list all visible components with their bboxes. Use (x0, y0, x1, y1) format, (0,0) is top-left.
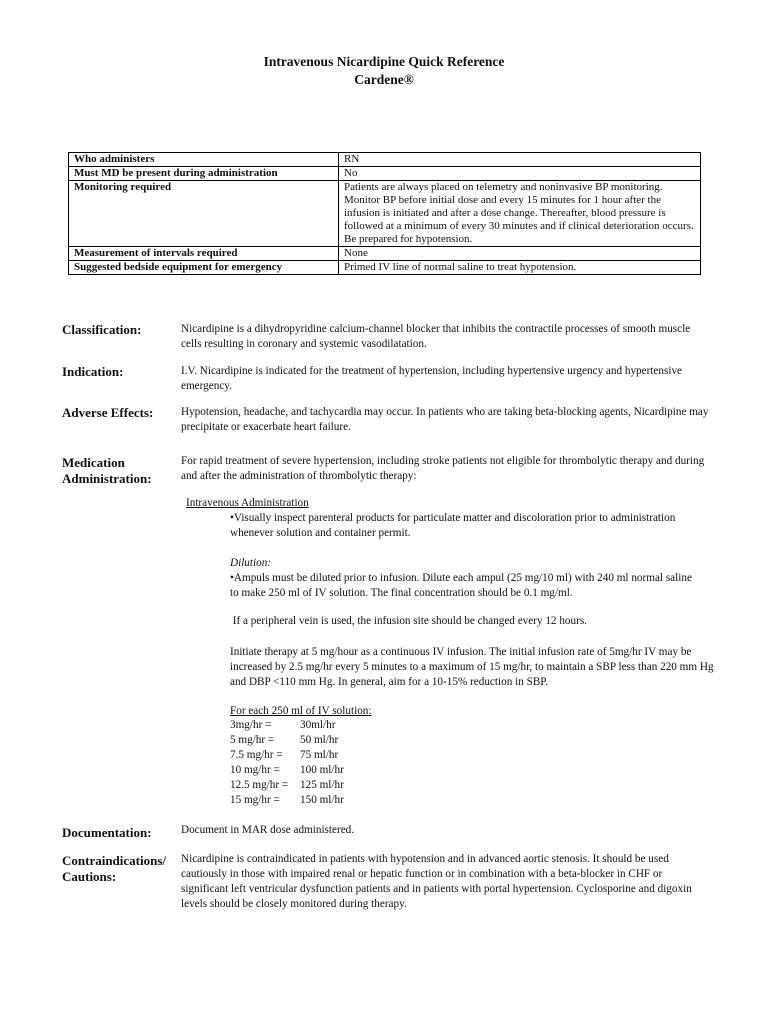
indication-text: I.V. Nicardipine is indicated for the treatment of hypertension, including hypertensive urgency and hypertensive emergency. (181, 365, 683, 392)
rate-value: 100 ml/hr (300, 764, 344, 776)
documentation-label: Documentation: (62, 825, 152, 840)
table-answer (339, 181, 701, 247)
contraindications-label-line-2: Cautions: (62, 869, 117, 884)
inspect-text: •Visually inspect parenteral products for particulate matter and discoloration prior to administration whenever solution and container permit. (230, 512, 676, 539)
rate-dose: 3mg/hr = (230, 719, 272, 731)
document-title: Intravenous Nicardipine Quick Reference (263, 54, 505, 69)
list-item (230, 733, 344, 748)
list-item (230, 718, 344, 733)
table-row (69, 261, 701, 275)
medication-label-line-2: Administration: (62, 471, 152, 486)
table-answer: No (339, 167, 701, 181)
medication-label (62, 455, 177, 487)
classification-text: Nicardipine is a dihydropyridine calcium-channel blocker that inhibits the contractile processes of smooth muscle cells resulting in coronary and systemic vasodilatation. (181, 323, 691, 350)
table-question: Who administers (69, 153, 339, 167)
table-question: Monitoring required (69, 181, 339, 247)
table-question: Measurement of intervals required (69, 247, 339, 261)
initiate-text: Initiate therapy at 5 mg/hour as a continuous IV infusion. The initial infusion rate of 5mg/hr IV may be increased by 2.5 mg/hr every 5 minutes to a maximum of 15 mg/hr, to maintain a SBP less than 220 mm Hg and DBP <110 mm Hg. In general, aim for a 10-15% reduction in SBP. (230, 646, 714, 688)
rate-value: 150 ml/hr (300, 794, 344, 806)
rate-dose: 10 mg/hr = (230, 764, 280, 776)
list-item (230, 778, 344, 793)
document-subtitle: Cardene® (354, 72, 414, 87)
list-item (230, 763, 344, 778)
table-row (69, 247, 701, 261)
table-row (69, 181, 701, 247)
contraindications-text: Nicardipine is contraindicated in patients with hypotension and in advanced aortic stenosis. It should be used cautiously in those with impaired renal or hepatic function or in combination with a beta-blocker in CHF or significant left ventricular dysfunction patients and in patients with portal hypertension. Cyclosporine and digoxin levels should be closely monitored during therapy. (181, 853, 692, 910)
table-answer: None (339, 247, 701, 261)
dilution-heading: Dilution: (230, 557, 272, 569)
medication-text: For rapid treatment of severe hypertension, including stroke patients not eligible for thrombolytic therapy and during and after the administration of thrombolytic therapy: (181, 455, 705, 482)
medication-label-line-1: Medication (62, 455, 125, 470)
rate-dose: 15 mg/hr = (230, 794, 280, 806)
rate-value: 125 ml/hr (300, 779, 344, 791)
classification-label: Classification: (62, 322, 142, 337)
table-answer: Primed IV line of normal saline to treat hypotension. (339, 261, 701, 275)
rate-value: 75 ml/hr (300, 749, 339, 761)
table-answer: RN (339, 153, 701, 167)
iv-administration-heading: Intravenous Administration (186, 497, 309, 509)
table-question: Suggested bedside equipment for emergency (69, 261, 339, 275)
rate-dose: 5 mg/hr = (230, 734, 275, 746)
contraindications-label (62, 853, 182, 885)
rate-value: 50 ml/hr (300, 734, 339, 746)
documentation-text: Document in MAR dose administered. (181, 824, 355, 836)
info-table (68, 152, 701, 275)
adverse-effects-label: Adverse Effects: (62, 405, 154, 420)
indication-label: Indication: (62, 364, 124, 379)
dilution-text: •Ampuls must be diluted prior to infusion. Dilute each ampul (25 mg/10 ml) with 240 ml normal saline to make 250 ml of IV solution. The final concentration should be 0.1 mg/ml. (230, 572, 692, 599)
rate-dose: 7.5 mg/hr = (230, 749, 283, 761)
list-item (230, 793, 344, 808)
table-question: Must MD be present during administration (69, 167, 339, 181)
contraindications-label-line-1: Contraindications/ (62, 853, 167, 868)
table-row (69, 167, 701, 181)
adverse-effects-text: Hypotension, headache, and tachycardia may occur. In patients who are taking beta-blocking agents, Nicardipine may precipitate or exacerbate heart failure. (181, 406, 709, 433)
peripheral-text: If a peripheral vein is used, the infusion site should be changed every 12 hours. (230, 615, 587, 627)
list-item (230, 748, 344, 763)
rates-list (230, 718, 344, 808)
rate-value: 30ml/hr (300, 719, 336, 731)
monitoring-line-2: Monitor BP before initial dose and every 15 minutes for 1 hour after the infusion is initiated and after a dose change. Thereafter, blood pressure is followed at a minimum of every 30 minutes and if clinical deterioration occurs. Be prepared for hypotension. (344, 194, 694, 245)
rates-heading: For each 250 ml of IV solution: (230, 705, 372, 717)
rate-dose: 12.5 mg/hr = (230, 779, 289, 791)
table-row (69, 153, 701, 167)
monitoring-line-1: Patients are always placed on telemetry and noninvasive BP monitoring. (344, 181, 663, 193)
